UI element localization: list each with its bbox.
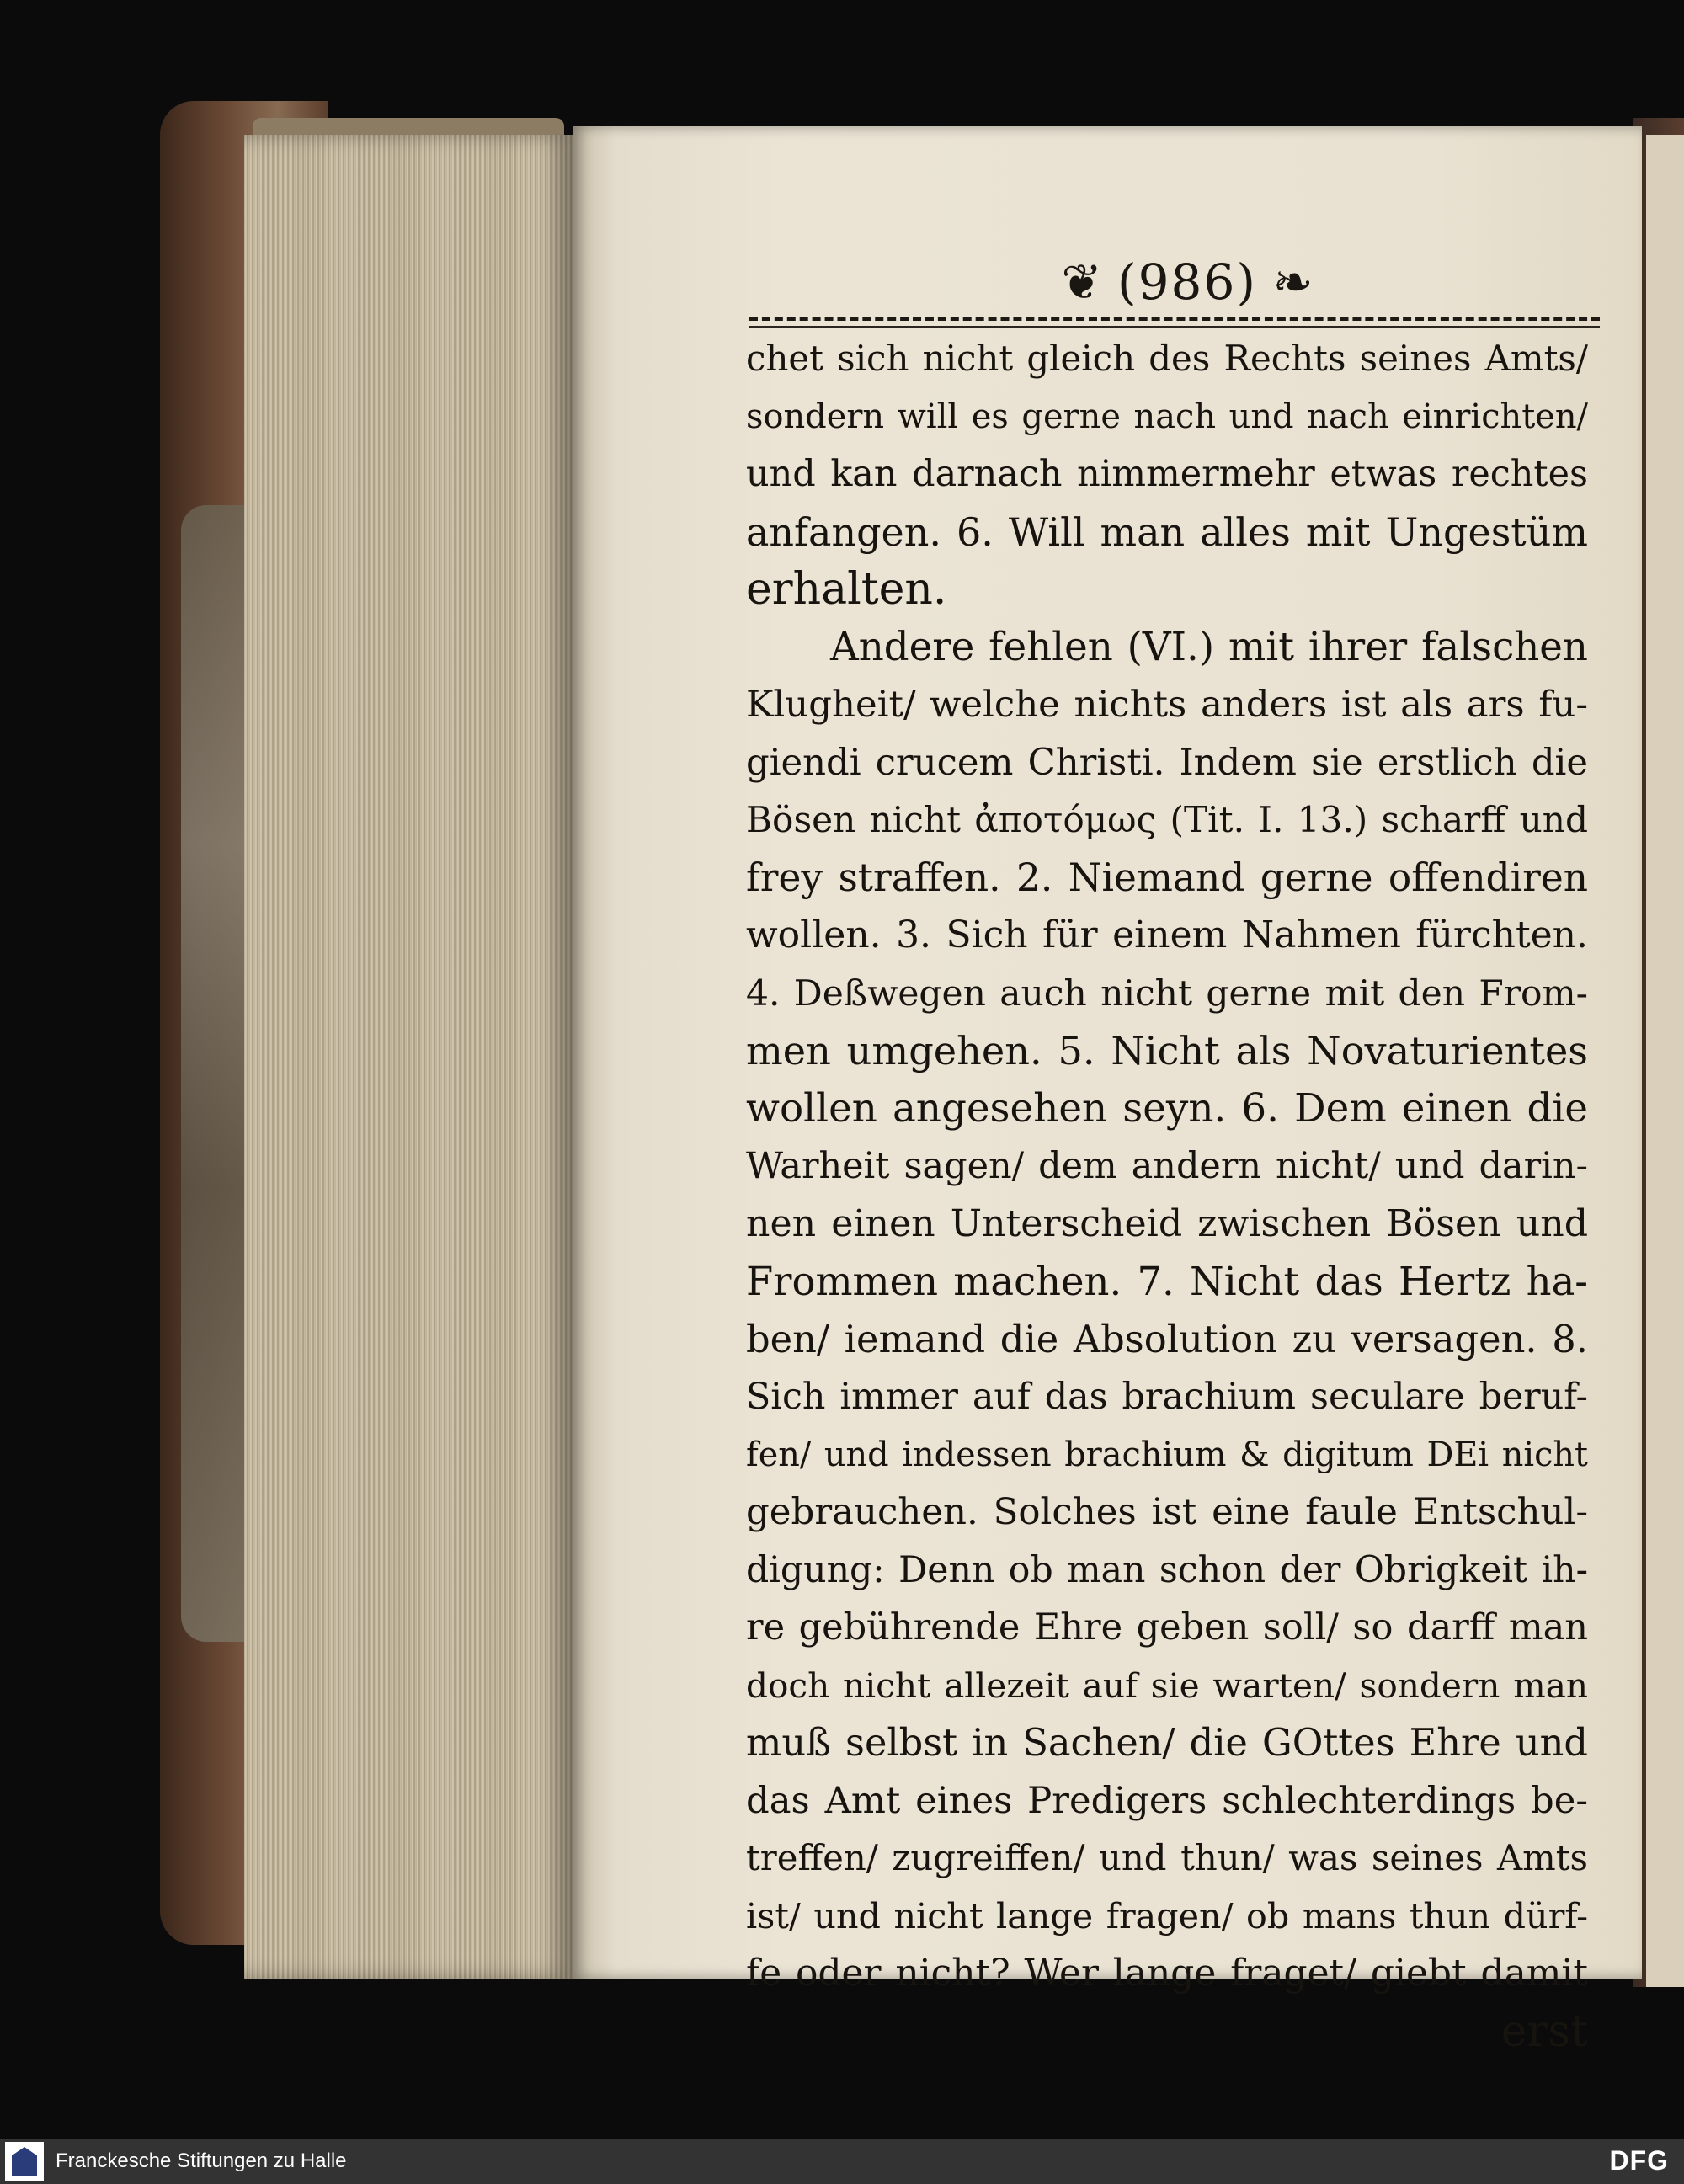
text-line: Bösen nicht ἀποτόμως (Tit. I. 13.) scharff und [746, 799, 1588, 840]
text-line: Andere fehlen (VI.) mit ihrer falschen [830, 624, 1588, 670]
text-line: wollen. 3. Sich für einem Nahmen fürchten. [746, 914, 1588, 956]
text-line: chet sich nicht gleich des Rechts seines Amts/ [746, 338, 1588, 379]
text-line: nen einen Unterscheid zwischen Bösen und [746, 1201, 1588, 1245]
ornament-right-icon: ❧ [1271, 253, 1314, 311]
text-line: frey straffen. 2. Niemand gerne offendiren [746, 855, 1588, 900]
text-line: ist/ und nicht lange fragen/ ob mans thun dürf- [746, 1895, 1588, 1936]
text-line: fe oder nicht? Wer lange fraget/ giebt damit [746, 1952, 1588, 1995]
text-line: gebrauchen. Solches ist eine faule Entschul- [746, 1491, 1588, 1533]
text-line: 4. Deßwegen auch nicht gerne mit den From- [746, 972, 1588, 1014]
text-line: Frommen machen. 7. Nicht das Hertz ha- [746, 1259, 1588, 1304]
text-line: doch nicht allezeit auf sie warten/ sondern man [746, 1665, 1588, 1706]
building-icon [12, 2147, 37, 2176]
text-line: muß selbst in Sachen/ die GOttes Ehre und [746, 1721, 1588, 1765]
text-line: ben/ iemand die Absolution zu versagen. 8. [746, 1316, 1588, 1361]
page-number: (986) [1117, 253, 1257, 311]
institution-logo [5, 2142, 44, 2181]
text-line: Sich immer auf das brachium seculare beruf- [746, 1376, 1588, 1418]
text-line: men umgehen. 5. Nicht als Novaturientes [746, 1028, 1588, 1073]
institution-name: Franckesche Stiftungen zu Halle [56, 2149, 347, 2172]
text-line: sondern will es gerne nach und nach einrichten/ [746, 397, 1588, 436]
text-line: re gebührende Ehre geben soll/ so darff man [746, 1606, 1588, 1649]
text-line: treffen/ zugreiffen/ und thun/ was seines Amts [746, 1837, 1588, 1878]
header-rule [749, 317, 1600, 328]
body-text [746, 330, 1588, 2060]
text-line: digung: Denn ob man schon der Obrigkeit ih- [746, 1548, 1588, 1591]
text-line: fen/ und indessen brachium & digitum DEi nicht [746, 1435, 1588, 1474]
text-line: das Amt eines Predigers schlechterdings be- [746, 1779, 1588, 1822]
facing-page-edge [1646, 135, 1684, 1987]
page-header [994, 244, 1381, 320]
text-line: giendi crucem Christi. Indem sie erstlich die [746, 741, 1588, 784]
page-edges [244, 135, 573, 1979]
text-line: erhalten. [746, 564, 947, 615]
text-line: und kan darnach nimmermehr etwas rechtes [746, 453, 1588, 495]
footer-bar [0, 2139, 1684, 2184]
text-line: wollen angesehen seyn. 6. Dem einen die [746, 1085, 1588, 1132]
text-line: Klugheit/ welche nichts anders ist als ars fu- [746, 684, 1588, 726]
ornament-left-icon: ❦ [1061, 253, 1103, 311]
catchword: erst [1500, 2006, 1588, 2057]
dfg-logo: DFG [1609, 2145, 1669, 2176]
text-line: anfangen. 6. Will man alles mit Ungestüm [746, 509, 1588, 555]
text-line: Warheit sagen/ dem andern nicht/ und darin- [746, 1145, 1588, 1187]
